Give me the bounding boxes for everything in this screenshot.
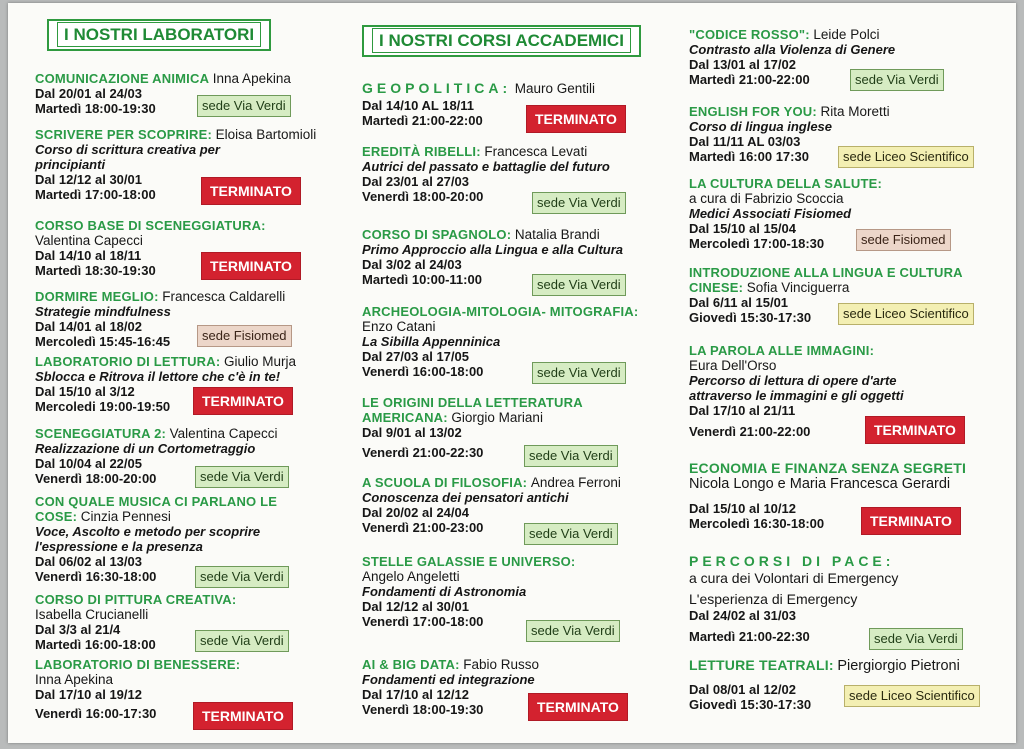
flyer-sheet — [8, 3, 1016, 743]
course-time: Mercoledì 15:45-16:45 — [35, 334, 171, 349]
course-teacher: a cura di Fabrizio Scoccia — [689, 191, 844, 206]
course-teacher: Francesca Levati — [484, 144, 588, 159]
course-teacher: Piergiorgio Pietroni — [837, 658, 960, 674]
course-subtitle: Corso di lingua inglese — [689, 119, 833, 134]
course-dates: Dal 11/11 AL 03/03 — [689, 134, 801, 149]
course-entry — [362, 144, 682, 210]
course-dates: Dal 14/10 al 18/11 — [35, 248, 142, 263]
course-teacher: Francesca Caldarelli — [162, 289, 286, 304]
course-teacher: Inna Apekina — [212, 71, 291, 86]
course-dates: Dal 23/01 al 27/03 — [362, 174, 469, 189]
location-badge: sede Via Verdi — [195, 566, 289, 588]
course-title: CORSO BASE DI SCENEGGIATURA: — [35, 218, 266, 233]
course-teacher: a cura dei Volontari di Emergency — [689, 570, 899, 586]
course-title: "CODICE ROSSO": — [689, 27, 810, 42]
course-title: CORSO DI PITTURA CREATIVA: — [35, 592, 237, 607]
location-badge: sede Via Verdi — [526, 620, 620, 642]
terminated-badge: TERMINATO — [526, 105, 626, 133]
course-teacher: Cinzia Pennesi — [80, 509, 171, 524]
course-teacher: Eloisa Bartomioli — [215, 127, 317, 142]
course-entry — [689, 343, 1009, 439]
course-title: LABORATORIO DI BENESSERE: — [35, 657, 241, 672]
course-title: EREDITÀ RIBELLI: — [362, 144, 481, 159]
course-subtitle: Strategie mindfulness — [35, 304, 171, 319]
terminated-badge: TERMINATO — [193, 702, 293, 730]
location-badge: sede Liceo Scientifico — [838, 303, 974, 325]
course-time: Mercoledì 17:00-18:30 — [689, 236, 825, 251]
course-teacher: Valentina Capecci — [169, 426, 278, 441]
terminated-badge: TERMINATO — [193, 387, 293, 415]
course-dates: Dal 10/04 al 22/05 — [35, 456, 142, 471]
course-entry — [35, 218, 345, 278]
course-time: Venerdì 16:30-18:00 — [35, 569, 157, 584]
course-subtitle: Corso di scrittura creativa per — [35, 142, 220, 157]
course-entry — [35, 71, 345, 116]
course-time: Venerdì 21:00-22:30 — [362, 445, 484, 460]
course-entry — [362, 304, 682, 379]
course-dates: Dal 20/02 al 24/04 — [362, 505, 469, 520]
course-title: LA PAROLA ALLE IMMAGINI: — [689, 343, 875, 358]
course-dates: Dal 15/10 al 10/12 — [689, 501, 796, 516]
course-dates: Dal 3/3 al 21/4 — [35, 622, 121, 637]
course-subtitle: La Sibilla Appenninica — [362, 334, 501, 349]
course-subtitle: Fondamenti ed integrazione — [362, 672, 535, 687]
course-time: Mercoledi 19:00-19:50 — [35, 399, 171, 414]
terminated-badge: TERMINATO — [201, 252, 301, 280]
course-time: Venerdì 21:00-22:00 — [689, 424, 811, 439]
course-title: AI & BIG DATA: — [362, 657, 460, 672]
course-time: Venerdì 18:00-20:00 — [362, 189, 484, 204]
course-entry — [35, 657, 345, 724]
course-entry — [35, 289, 345, 349]
location-badge: sede Via Verdi — [195, 630, 289, 652]
terminated-badge: TERMINATO — [201, 177, 301, 205]
course-title: LE ORIGINI DELLA LETTERATURA — [362, 395, 583, 410]
course-time: Venerdì 17:00-18:00 — [362, 614, 484, 629]
section-header-laboratori: I NOSTRI LABORATORI — [47, 19, 271, 51]
course-entry — [689, 461, 1009, 531]
course-title: ENGLISH FOR YOU: — [689, 104, 817, 119]
course-entry — [362, 79, 682, 128]
location-badge: sede Via Verdi — [532, 274, 626, 296]
course-subtitle: Percorso di lettura di opere d'arte — [689, 373, 897, 388]
course-title: GEOPOLITICA: — [362, 80, 512, 96]
location-badge: sede Via Verdi — [532, 362, 626, 384]
course-title: CORSO DI SPAGNOLO: — [362, 227, 512, 242]
course-title: AMERICANA: — [362, 410, 448, 425]
course-subtitle: l'espressione e la presenza — [35, 539, 203, 554]
course-subtitle: Fondamenti di Astronomia — [362, 584, 527, 599]
course-time: Martedì 18:00-19:30 — [35, 101, 156, 116]
course-entry — [35, 592, 345, 652]
course-subtitle: principianti — [35, 157, 106, 172]
location-badge: sede Via Verdi — [197, 95, 291, 117]
course-time: Martedì 10:00-11:00 — [362, 272, 482, 287]
course-subtitle: Sblocca e Ritrova il lettore che c'è in te! — [35, 369, 281, 384]
course-title: STELLE GALASSIE E UNIVERSO: — [362, 554, 576, 569]
course-entry — [35, 127, 345, 202]
course-title: INTRODUZIONE ALLA LINGUA E CULTURA — [689, 265, 963, 280]
course-title: PERCORSI DI PACE: — [689, 553, 895, 569]
course-title: COMUNICAZIONE ANIMICA — [35, 71, 210, 86]
course-dates: Dal 17/10 al 21/11 — [689, 403, 796, 418]
course-subtitle: Primo Approccio alla Lingua e alla Cultura — [362, 242, 624, 257]
course-dates: Dal 12/12 al 30/01 — [362, 599, 469, 614]
course-dates: Dal 15/10 al 15/04 — [689, 221, 796, 236]
course-dates: Dal 13/01 al 17/02 — [689, 57, 796, 72]
course-title: DORMIRE MEGLIO: — [35, 289, 159, 304]
location-badge: sede Fisiomed — [197, 325, 292, 347]
course-time: Venerdì 16:00-18:00 — [362, 364, 484, 379]
course-entry — [689, 265, 1009, 325]
location-badge: sede Via Verdi — [524, 445, 618, 467]
terminated-badge: TERMINATO — [865, 416, 965, 444]
course-dates: Dal 17/10 al 19/12 — [35, 687, 142, 702]
course-entry — [362, 227, 682, 292]
course-teacher: Andrea Ferroni — [530, 475, 621, 490]
course-teacher: Leide Polci — [813, 27, 880, 42]
course-time: Venerdì 16:00-17:30 — [35, 706, 157, 721]
course-entry — [689, 552, 1009, 644]
course-time: Martedì 16:00-18:00 — [35, 637, 156, 652]
course-teacher: Isabella Crucianelli — [35, 607, 149, 622]
course-teacher: Fabio Russo — [463, 657, 540, 672]
location-badge: sede Liceo Scientifico — [838, 146, 974, 168]
course-subtitle: Contrasto alla Violenza di Genere — [689, 42, 896, 57]
course-teacher: Valentina Capecci — [35, 233, 143, 248]
course-time: Martedì 21:00-22:00 — [362, 113, 483, 128]
terminated-badge: TERMINATO — [528, 693, 628, 721]
course-time: Giovedì 15:30-17:30 — [689, 697, 812, 712]
course-time: Martedì 16:00 17:30 — [689, 149, 809, 164]
location-badge: sede Via Verdi — [850, 69, 944, 91]
course-teacher: Rita Moretti — [820, 104, 890, 119]
course-title: CINESE: — [689, 280, 744, 295]
course-entry — [689, 27, 1009, 87]
course-time: Giovedì 15:30-17:30 — [689, 310, 812, 325]
course-title: LA CULTURA DELLA SALUTE: — [689, 176, 883, 191]
course-title: SCENEGGIATURA 2: — [35, 426, 167, 441]
location-badge: sede Via Verdi — [195, 466, 289, 488]
section-header-corsi-accademici: I NOSTRI CORSI ACCADEMICI — [362, 25, 641, 57]
course-title: A SCUOLA DI FILOSOFIA: — [362, 475, 528, 490]
course-dates: Dal 08/01 al 12/02 — [689, 682, 796, 697]
course-time: Martedì 21:00-22:00 — [689, 72, 810, 87]
course-time: Martedì 21:00-22:30 — [689, 629, 810, 644]
course-teacher: Natalia Brandi — [514, 227, 600, 242]
course-title: LETTURE TEATRALI: — [689, 657, 834, 673]
course-teacher: Giorgio Mariani — [451, 410, 543, 425]
course-entry — [35, 354, 345, 414]
course-time: Venerdì 18:00-20:00 — [35, 471, 157, 486]
course-title: CON QUALE MUSICA CI PARLANO LE — [35, 494, 278, 509]
course-entry — [362, 475, 682, 541]
course-time: Martedì 18:30-19:30 — [35, 263, 156, 278]
course-time: Martedì 17:00-18:00 — [35, 187, 156, 202]
course-subtitle: Medici Associati Fisiomed — [689, 206, 852, 221]
course-subtitle: attraverso le immagini e gli oggetti — [689, 388, 904, 403]
course-entry — [689, 657, 1009, 712]
course-teacher: Nicola Longo e Maria Francesca Gerardi — [689, 476, 951, 492]
course-dates: Dal 24/02 al 31/03 — [689, 608, 796, 623]
course-dates: Dal 12/12 al 30/01 — [35, 172, 142, 187]
course-subtitle: L'esperienza di Emergency — [689, 591, 858, 607]
location-badge: sede Via Verdi — [869, 628, 963, 650]
course-entry — [689, 104, 1009, 164]
course-dates: Dal 3/02 al 24/03 — [362, 257, 462, 272]
terminated-badge: TERMINATO — [861, 507, 961, 535]
course-teacher: Inna Apekina — [35, 672, 114, 687]
course-dates: Dal 9/01 al 13/02 — [362, 425, 462, 440]
course-teacher: Eura Dell'Orso — [689, 358, 777, 373]
course-dates: Dal 14/01 al 18/02 — [35, 319, 142, 334]
location-badge: sede Via Verdi — [524, 523, 618, 545]
course-title: SCRIVERE PER SCOPRIRE: — [35, 127, 213, 142]
course-time: Venerdì 21:00-23:00 — [362, 520, 484, 535]
course-dates: Dal 27/03 al 17/05 — [362, 349, 469, 364]
course-teacher: Giulio Murja — [224, 354, 297, 369]
course-teacher: Mauro Gentili — [514, 81, 596, 96]
course-time: Mercoledì 16:30-18:00 — [689, 516, 825, 531]
course-entry — [362, 554, 682, 638]
course-teacher: Angelo Angeletti — [362, 569, 460, 584]
course-dates: Dal 06/02 al 13/03 — [35, 554, 142, 569]
course-subtitle: Realizzazione di un Cortometraggio — [35, 441, 256, 456]
course-entry — [362, 395, 682, 463]
course-dates: Dal 17/10 al 12/12 — [362, 687, 469, 702]
course-dates: Dal 14/10 AL 18/11 — [362, 98, 475, 113]
course-dates: Dal 15/10 al 3/12 — [35, 384, 135, 399]
location-badge: sede Fisiomed — [856, 229, 951, 251]
course-entry — [35, 494, 345, 584]
course-subtitle: Voce, Ascolto e metodo per scoprire — [35, 524, 261, 539]
course-teacher: Sofia Vinciguerra — [746, 280, 850, 295]
location-badge: sede Via Verdi — [532, 192, 626, 214]
course-entry — [689, 176, 1009, 251]
course-dates: Dal 6/11 al 15/01 — [689, 295, 789, 310]
course-time: Venerdì 18:00-19:30 — [362, 702, 484, 717]
course-title: ECONOMIA E FINANZA SENZA SEGRETI — [689, 460, 967, 476]
course-subtitle: Autrici del passato e battaglie del futuro — [362, 159, 610, 174]
location-badge: sede Liceo Scientifico — [844, 685, 980, 707]
course-title: ARCHEOLOGIA-MITOLOGIA- MITOGRAFIA: — [362, 304, 639, 319]
course-subtitle: Conoscenza dei pensatori antichi — [362, 490, 569, 505]
course-entry — [362, 657, 682, 717]
course-title: COSE: — [35, 509, 78, 524]
course-title: LABORATORIO DI LETTURA: — [35, 354, 221, 369]
course-entry — [35, 426, 345, 486]
course-teacher: Enzo Catani — [362, 319, 436, 334]
course-dates: Dal 20/01 al 24/03 — [35, 86, 142, 101]
